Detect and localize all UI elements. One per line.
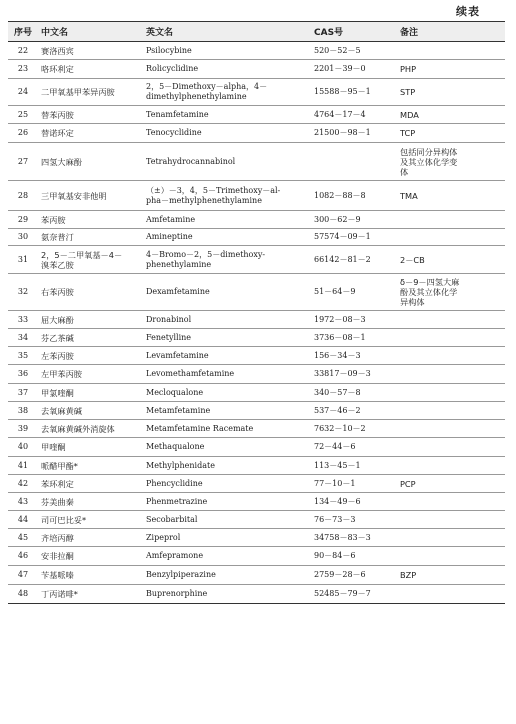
table-row bbox=[8, 143, 505, 181]
cell-row-number: 30 bbox=[8, 229, 38, 246]
cell-note bbox=[397, 547, 505, 566]
cell-note bbox=[397, 329, 505, 347]
cell-row-number: 31 bbox=[8, 246, 38, 274]
cell-english-name: Zipeprol bbox=[143, 529, 311, 547]
cell-chinese-name: 齐培丙醇 bbox=[38, 529, 143, 547]
cell-english-name: Benzylpiperazine bbox=[143, 566, 311, 585]
cell-row-number: 33 bbox=[8, 311, 38, 329]
table-row bbox=[8, 365, 505, 384]
cell-chinese-name: 苯丙胺 bbox=[38, 211, 143, 229]
cell-note bbox=[397, 211, 505, 229]
cell-cas-number: 57574－09－1 bbox=[311, 229, 397, 246]
cell-english-name: Rolicyclidine bbox=[143, 60, 311, 79]
cell-chinese-name: 右苯丙胺 bbox=[38, 274, 143, 311]
cell-row-number: 36 bbox=[8, 365, 38, 384]
header-english-name: 英文名 bbox=[143, 22, 311, 42]
cell-note bbox=[397, 311, 505, 329]
table-row bbox=[8, 457, 505, 475]
cell-row-number: 38 bbox=[8, 402, 38, 420]
cell-note bbox=[397, 365, 505, 384]
header-cas-number: CAS号 bbox=[311, 22, 397, 42]
table-row bbox=[8, 60, 505, 79]
cell-note bbox=[397, 585, 505, 604]
cell-row-number: 34 bbox=[8, 329, 38, 347]
cell-row-number: 40 bbox=[8, 438, 38, 457]
cell-english-name: Methylphenidate bbox=[143, 457, 311, 475]
cell-cas-number: 1972－08－3 bbox=[311, 311, 397, 329]
cell-chinese-name: 左甲苯丙胺 bbox=[38, 365, 143, 384]
cell-chinese-name: 二甲氧基甲苯异丙胺 bbox=[38, 79, 143, 106]
cell-english-name: Metamfetamine Racemate bbox=[143, 420, 311, 438]
cell-row-number: 23 bbox=[8, 60, 38, 79]
cell-cas-number: 77－10－1 bbox=[311, 475, 397, 493]
cell-chinese-name: 咯环利定 bbox=[38, 60, 143, 79]
cell-english-name: Levomethamfetamine bbox=[143, 365, 311, 384]
cell-chinese-name: 左苯丙胺 bbox=[38, 347, 143, 365]
cell-cas-number: 33817－09－3 bbox=[311, 365, 397, 384]
cell-note: TCP bbox=[397, 124, 505, 143]
cell-chinese-name: 去氧麻黄碱 bbox=[38, 402, 143, 420]
cell-row-number: 27 bbox=[8, 143, 38, 181]
cell-chinese-name: 甲氯喹酮 bbox=[38, 384, 143, 402]
cell-english-name: Metamfetamine bbox=[143, 402, 311, 420]
cell-chinese-name: 安非拉酮 bbox=[38, 547, 143, 566]
cell-cas-number: 34758－83－3 bbox=[311, 529, 397, 547]
cell-cas-number: 300－62－9 bbox=[311, 211, 397, 229]
cell-chinese-name: 丁丙诺啡* bbox=[38, 585, 143, 604]
cell-cas-number: 4764－17－4 bbox=[311, 106, 397, 124]
cell-note: 包括同分异构体 及其立体化学变 体 bbox=[397, 143, 505, 181]
cell-note bbox=[397, 438, 505, 457]
table-row bbox=[8, 529, 505, 547]
table-row bbox=[8, 311, 505, 329]
cell-cas-number: 7632－10－2 bbox=[311, 420, 397, 438]
cell-row-number: 47 bbox=[8, 566, 38, 585]
table-body bbox=[8, 42, 505, 604]
cell-english-name: Phenmetrazine bbox=[143, 493, 311, 511]
cell-english-name: Amfetamine bbox=[143, 211, 311, 229]
table-row bbox=[8, 181, 505, 211]
cell-note: PCP bbox=[397, 475, 505, 493]
cell-english-name: Phencyclidine bbox=[143, 475, 311, 493]
header-chinese-name: 中文名 bbox=[38, 22, 143, 42]
table-row bbox=[8, 402, 505, 420]
table-row bbox=[8, 420, 505, 438]
cell-row-number: 48 bbox=[8, 585, 38, 604]
cell-chinese-name: 芬乙茶碱 bbox=[38, 329, 143, 347]
cell-row-number: 46 bbox=[8, 547, 38, 566]
header-number: 序号 bbox=[8, 22, 38, 42]
cell-cas-number: 134－49－6 bbox=[311, 493, 397, 511]
cell-note bbox=[397, 42, 505, 60]
cell-cas-number: 72－44－6 bbox=[311, 438, 397, 457]
cell-row-number: 37 bbox=[8, 384, 38, 402]
cell-row-number: 45 bbox=[8, 529, 38, 547]
cell-english-name: Tenocyclidine bbox=[143, 124, 311, 143]
table-row bbox=[8, 347, 505, 365]
cell-note bbox=[397, 529, 505, 547]
cell-cas-number: 15588－95－1 bbox=[311, 79, 397, 106]
header-note: 备注 bbox=[397, 22, 505, 42]
cell-row-number: 39 bbox=[8, 420, 38, 438]
cell-cas-number: 21500－98－1 bbox=[311, 124, 397, 143]
cell-row-number: 24 bbox=[8, 79, 38, 106]
cell-row-number: 25 bbox=[8, 106, 38, 124]
cell-cas-number: 340－57－8 bbox=[311, 384, 397, 402]
cell-note: 2－CB bbox=[397, 246, 505, 274]
cell-cas-number: 3736－08－1 bbox=[311, 329, 397, 347]
cell-chinese-name: 去氧麻黄碱外消旋体 bbox=[38, 420, 143, 438]
cell-note: PHP bbox=[397, 60, 505, 79]
cell-chinese-name: 氨奈普汀 bbox=[38, 229, 143, 246]
cell-cas-number: 1082－88－8 bbox=[311, 181, 397, 211]
cell-chinese-name: 苄基哌嗪 bbox=[38, 566, 143, 585]
cell-cas-number: 156－34－3 bbox=[311, 347, 397, 365]
cell-cas-number: 76－73－3 bbox=[311, 511, 397, 529]
cell-row-number: 28 bbox=[8, 181, 38, 211]
cell-chinese-name: 替诺环定 bbox=[38, 124, 143, 143]
cell-english-name: Amfepramone bbox=[143, 547, 311, 566]
cell-note bbox=[397, 402, 505, 420]
cell-english-name: 2，5－Dimethoxy－alpha，4－ dimethylphenethylamine bbox=[143, 79, 311, 106]
cell-cas-number: 2759－28－6 bbox=[311, 566, 397, 585]
table-row bbox=[8, 79, 505, 106]
cell-chinese-name: 司可巴比妥* bbox=[38, 511, 143, 529]
table-header-row bbox=[8, 22, 505, 42]
cell-note bbox=[397, 347, 505, 365]
cell-english-name: Dexamfetamine bbox=[143, 274, 311, 311]
cell-english-name: Psilocybine bbox=[143, 42, 311, 60]
cell-english-name: Secobarbital bbox=[143, 511, 311, 529]
table-row bbox=[8, 384, 505, 402]
table-row bbox=[8, 547, 505, 566]
table-row bbox=[8, 493, 505, 511]
table-row bbox=[8, 211, 505, 229]
cell-english-name: Tenamfetamine bbox=[143, 106, 311, 124]
table-row bbox=[8, 511, 505, 529]
cell-cas-number: 520－52－5 bbox=[311, 42, 397, 60]
cell-row-number: 43 bbox=[8, 493, 38, 511]
cell-english-name: Buprenorphine bbox=[143, 585, 311, 604]
cell-row-number: 35 bbox=[8, 347, 38, 365]
cell-english-name: （±）－3，4，5－Trimethoxy－al- pha－methylphenethylamine bbox=[143, 181, 311, 211]
cell-english-name: Levamfetamine bbox=[143, 347, 311, 365]
cell-chinese-name: 芬美曲秦 bbox=[38, 493, 143, 511]
cell-english-name: 4－Bromo－2，5－dimethoxy- phenethylamine bbox=[143, 246, 311, 274]
table-row bbox=[8, 246, 505, 274]
cell-english-name: Methaqualone bbox=[143, 438, 311, 457]
cell-row-number: 44 bbox=[8, 511, 38, 529]
cell-chinese-name: 苯环利定 bbox=[38, 475, 143, 493]
cell-chinese-name: 替苯丙胺 bbox=[38, 106, 143, 124]
table-row bbox=[8, 124, 505, 143]
table-row bbox=[8, 566, 505, 585]
cell-chinese-name: 屈大麻酚 bbox=[38, 311, 143, 329]
cell-english-name: Fenetylline bbox=[143, 329, 311, 347]
cell-row-number: 22 bbox=[8, 42, 38, 60]
cell-english-name: Mecloqualone bbox=[143, 384, 311, 402]
cell-note bbox=[397, 420, 505, 438]
cell-cas-number: 537－46－2 bbox=[311, 402, 397, 420]
cell-row-number: 26 bbox=[8, 124, 38, 143]
cell-note: TMA bbox=[397, 181, 505, 211]
cell-chinese-name: 哌醋甲酯* bbox=[38, 457, 143, 475]
table-row bbox=[8, 274, 505, 311]
cell-english-name: Tetrahydrocannabinol bbox=[143, 143, 311, 181]
cell-cas-number: 90－84－6 bbox=[311, 547, 397, 566]
cell-cas-number: 52485－79－7 bbox=[311, 585, 397, 604]
cell-chinese-name: 赛洛西宾 bbox=[38, 42, 143, 60]
cell-note: BZP bbox=[397, 566, 505, 585]
table-row bbox=[8, 106, 505, 124]
cell-cas-number: 113－45－1 bbox=[311, 457, 397, 475]
cell-note bbox=[397, 493, 505, 511]
cell-note bbox=[397, 457, 505, 475]
cell-note bbox=[397, 384, 505, 402]
cell-chinese-name: 三甲氧基安非他明 bbox=[38, 181, 143, 211]
cell-chinese-name: 2，5－二甲氧基－4－ 溴苯乙胺 bbox=[38, 246, 143, 274]
cell-note bbox=[397, 229, 505, 246]
cell-english-name: Dronabinol bbox=[143, 311, 311, 329]
table-row bbox=[8, 585, 505, 604]
continued-label: 续表 bbox=[456, 5, 480, 18]
cell-note bbox=[397, 511, 505, 529]
table-row bbox=[8, 475, 505, 493]
cell-cas-number bbox=[311, 143, 397, 181]
cell-row-number: 42 bbox=[8, 475, 38, 493]
cell-cas-number: 2201－39－0 bbox=[311, 60, 397, 79]
cell-cas-number: 66142－81－2 bbox=[311, 246, 397, 274]
cell-row-number: 32 bbox=[8, 274, 38, 311]
cell-row-number: 29 bbox=[8, 211, 38, 229]
cell-note: MDA bbox=[397, 106, 505, 124]
table-row bbox=[8, 438, 505, 457]
cell-english-name: Amineptine bbox=[143, 229, 311, 246]
cell-note: STP bbox=[397, 79, 505, 106]
table-row bbox=[8, 229, 505, 246]
cell-chinese-name: 甲喹酮 bbox=[38, 438, 143, 457]
cell-note: δ－9－四氢大麻 酚及其立体化学 异构体 bbox=[397, 274, 505, 311]
table-row bbox=[8, 329, 505, 347]
cell-chinese-name: 四氢大麻酚 bbox=[38, 143, 143, 181]
cell-cas-number: 51－64－9 bbox=[311, 274, 397, 311]
cell-row-number: 41 bbox=[8, 457, 38, 475]
controlled-substances-table bbox=[8, 21, 505, 604]
table-row bbox=[8, 42, 505, 60]
